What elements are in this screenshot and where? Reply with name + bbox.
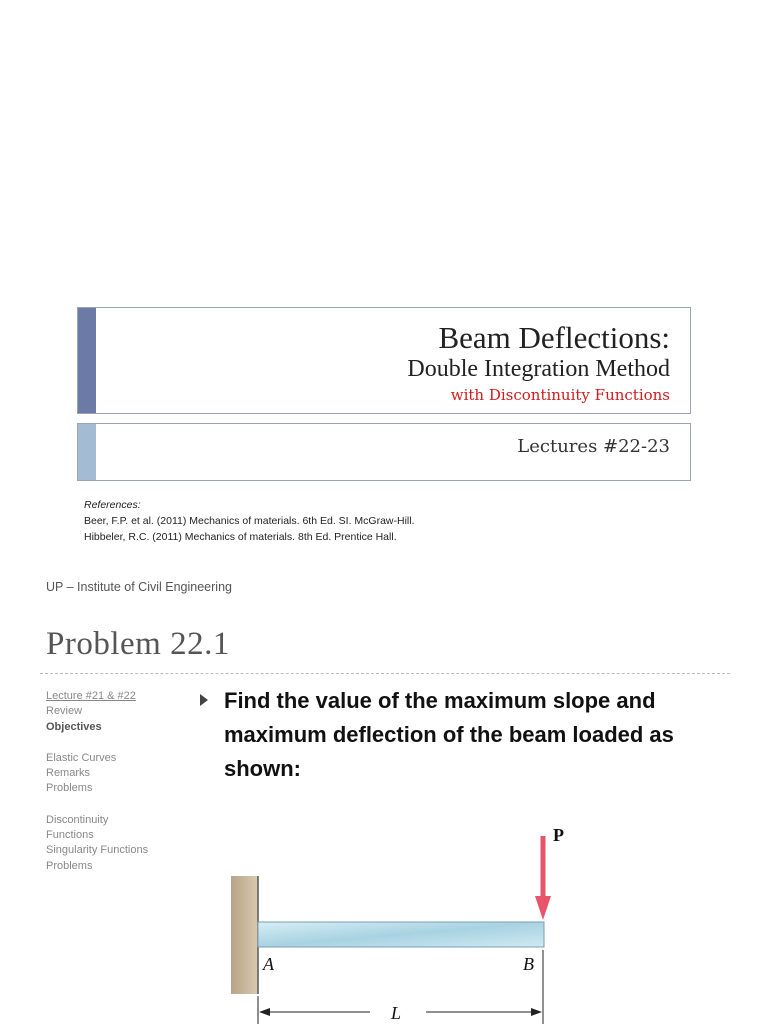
sidebar-item-problems[interactable]: Problems xyxy=(46,782,93,795)
slide-subtitle-red: with Discontinuity Functions xyxy=(450,386,670,404)
beam xyxy=(258,922,544,947)
sidebar-item-lecture[interactable]: Lecture #21 & #22 xyxy=(46,690,136,702)
sidebar-item-functions[interactable]: Functions xyxy=(46,829,94,842)
slide-subtitle: Double Integration Method xyxy=(407,356,670,382)
label-b: B xyxy=(523,954,534,974)
references-heading: References: xyxy=(84,499,141,511)
dim-arrow-right-icon xyxy=(531,1008,542,1016)
wall-support xyxy=(231,876,258,994)
sidebar-item-problems-2[interactable]: Problems xyxy=(46,859,93,872)
sidebar-item-review[interactable]: Review xyxy=(46,705,83,718)
label-a: A xyxy=(263,954,274,974)
sidebar-item-remarks[interactable]: Remarks xyxy=(46,767,91,780)
sidebar-item-elastic-curves[interactable]: Elastic Curves xyxy=(46,751,117,764)
problem-question: Find the value of the maximum slope and maximum deflection of the beam loaded as shown: xyxy=(224,688,674,781)
sidebar-item-discontinuity[interactable]: Discontinuity xyxy=(46,813,109,826)
reference-item: Beer, F.P. et al. (2011) Mechanics of materials. 6th Ed. SI. McGraw-Hill. xyxy=(84,515,415,527)
slide-title: Beam Deflections: xyxy=(438,320,670,355)
load-label: P xyxy=(553,825,564,845)
sidebar-item-objectives[interactable]: Objectives xyxy=(46,720,102,733)
sidebar-item-singularity[interactable]: Singularity Functions xyxy=(46,844,149,857)
reference-item: Hibbeler, R.C. (2011) Mechanics of materials. 8th Ed. Prentice Hall. xyxy=(84,531,397,543)
footer-institute: UP – Institute of Civil Engineering xyxy=(46,580,232,594)
lectures-label: Lectures #22-23 xyxy=(517,436,670,457)
load-arrow-head-icon xyxy=(535,896,551,920)
label-l: L xyxy=(391,1003,402,1023)
dim-arrow-left-icon xyxy=(259,1008,270,1016)
problem-title: Problem 22.1 xyxy=(46,626,230,662)
